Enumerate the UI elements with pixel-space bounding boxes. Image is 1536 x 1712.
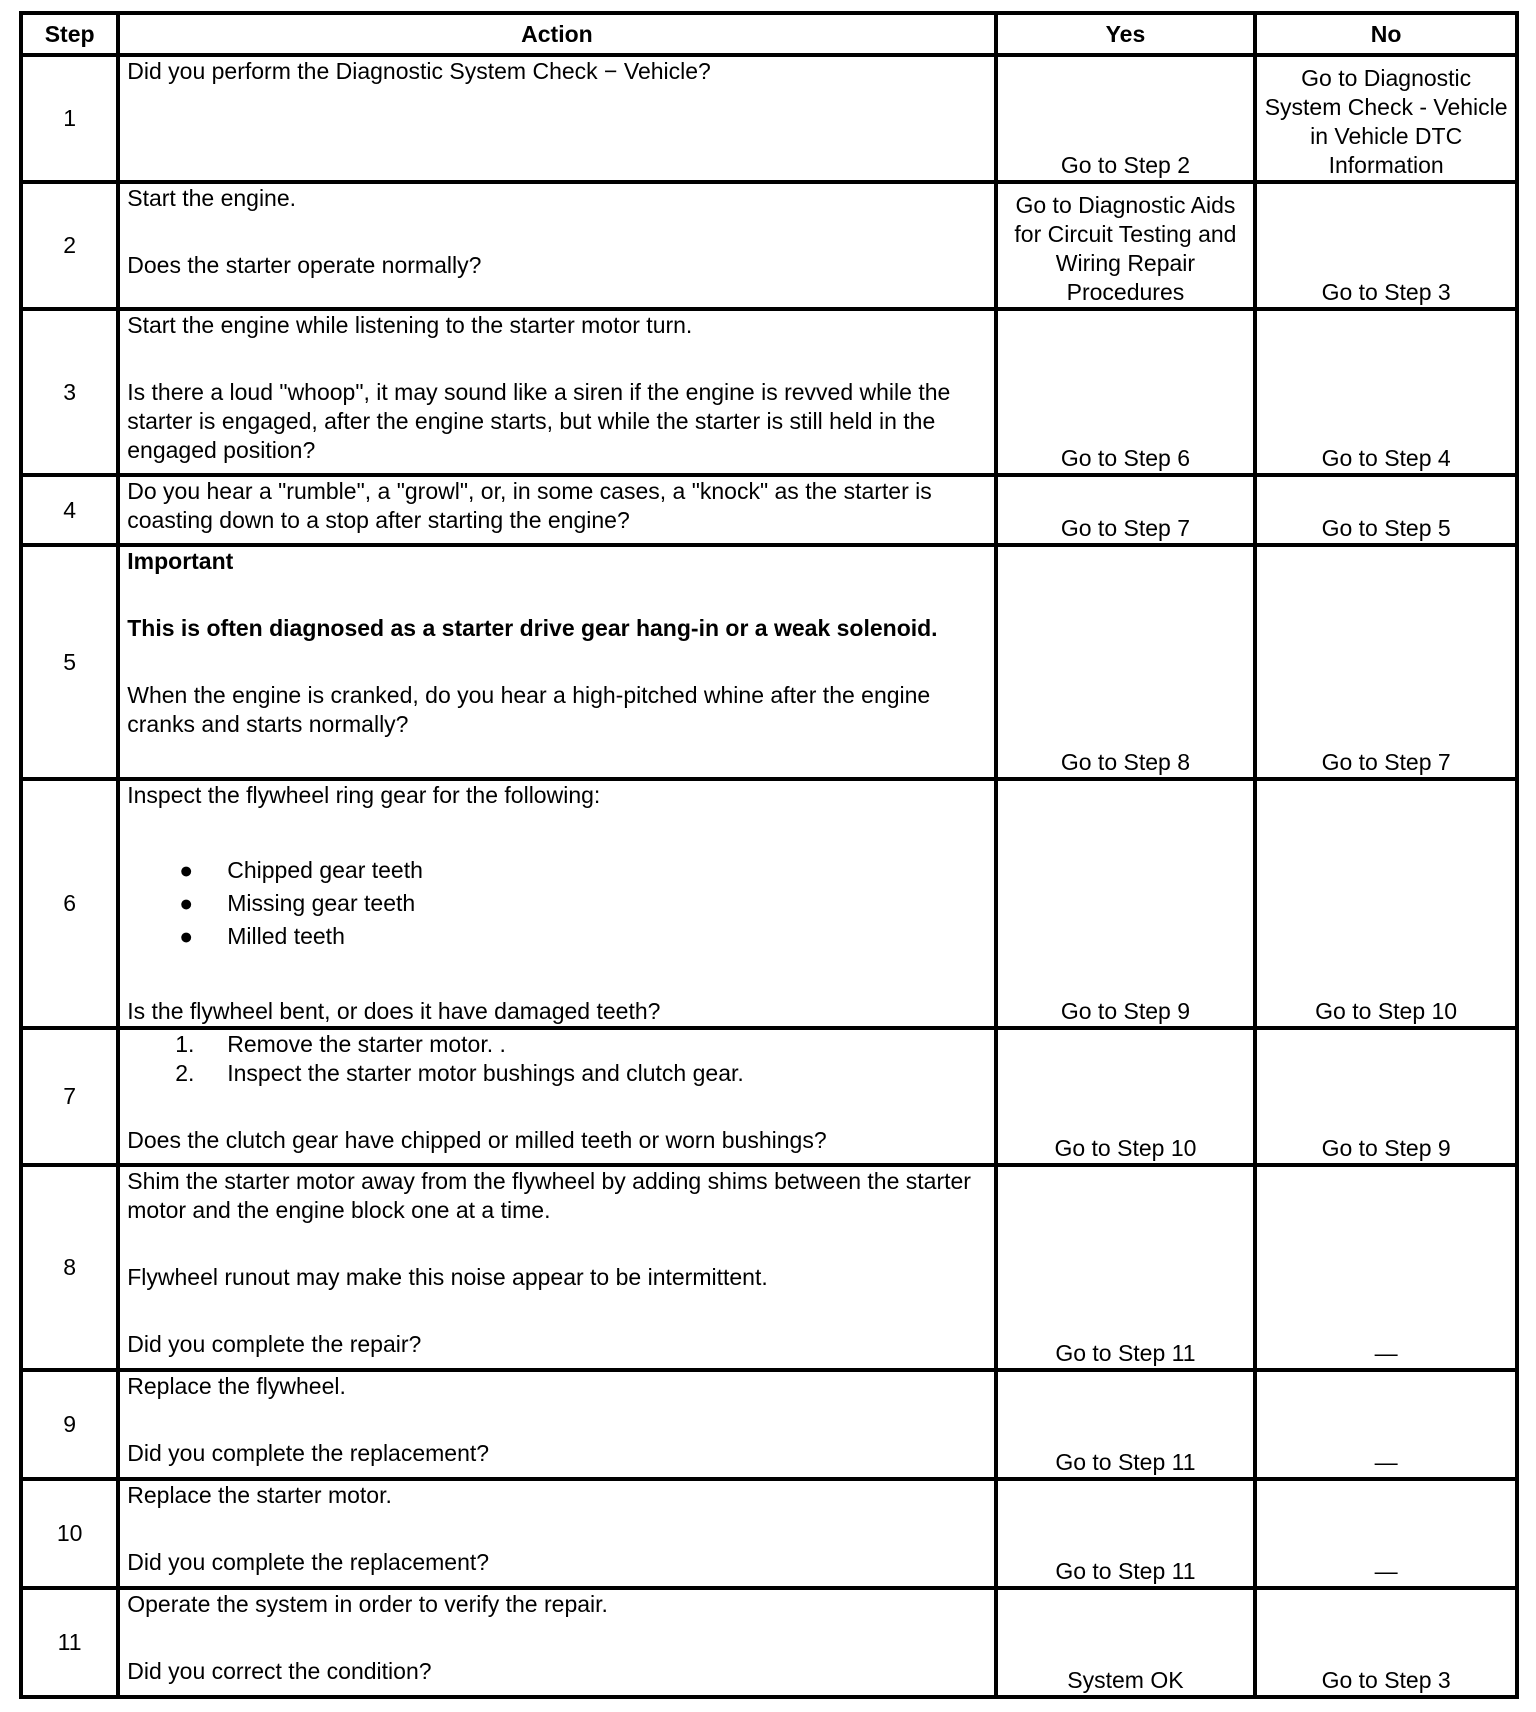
spacer xyxy=(127,213,986,251)
action-cell xyxy=(118,1588,995,1697)
action-question: Did you correct the condition? xyxy=(127,1658,432,1684)
spacer xyxy=(127,1088,986,1126)
yes-cell: Go to Step 8 xyxy=(996,545,1256,779)
action-text: Start the engine while listening to the starter motor turn. xyxy=(127,312,693,338)
list-item: 2. Inspect the starter motor bushings and clutch gear. xyxy=(175,1060,744,1086)
table-row xyxy=(21,779,1517,1028)
procedure-list xyxy=(127,1030,986,1088)
spacer xyxy=(127,1292,986,1330)
action-text: Operate the system in order to verify the repair. xyxy=(127,1591,608,1617)
action-cell xyxy=(118,309,995,475)
table-row xyxy=(21,1479,1517,1588)
no-cell: Go to Step 10 xyxy=(1255,779,1517,1028)
spacer xyxy=(127,1510,986,1548)
no-cell: — xyxy=(1255,1165,1517,1370)
yes-cell: Go to Step 9 xyxy=(996,779,1256,1028)
action-question: Does the clutch gear have chipped or milled teeth or worn bushings? xyxy=(127,1127,827,1153)
header-no: No xyxy=(1255,13,1517,55)
step-number: 7 xyxy=(21,1028,118,1165)
spacer xyxy=(127,1619,986,1657)
header-yes: Yes xyxy=(996,13,1256,55)
yes-cell: Go to Step 11 xyxy=(996,1165,1256,1370)
action-question: Does the starter operate normally? xyxy=(127,252,482,278)
table-row xyxy=(21,182,1517,309)
action-question: When the engine is cranked, do you hear a high-pitched whine after the engine cranks and starts normally? xyxy=(127,682,931,737)
action-question: Did you complete the replacement? xyxy=(127,1549,490,1575)
action-question: Did you complete the replacement? xyxy=(127,1440,490,1466)
yes-cell: Go to Step 6 xyxy=(996,309,1256,475)
action-cell xyxy=(118,1165,995,1370)
action-cell xyxy=(118,779,995,1028)
action-text: Start the engine. xyxy=(127,185,297,211)
spacer xyxy=(127,576,986,614)
list-item: 1. Remove the starter motor. . xyxy=(175,1031,506,1057)
spacer xyxy=(127,1225,986,1263)
bullet-icon: ● xyxy=(179,857,194,883)
table-row xyxy=(21,1028,1517,1165)
no-cell: Go to Diagnostic System Check - Vehicle in Vehicle DTC Information xyxy=(1255,55,1517,182)
yes-cell: Go to Diagnostic Aids for Circuit Testing and Wiring Repair Procedures xyxy=(996,182,1256,309)
step-number: 5 xyxy=(21,545,118,779)
list-item: ● Milled teeth xyxy=(127,920,986,953)
spacer xyxy=(127,810,986,854)
no-cell: Go to Step 5 xyxy=(1255,475,1517,545)
step-number: 2 xyxy=(21,182,118,309)
spacer xyxy=(127,643,986,681)
step-number: 9 xyxy=(21,1370,118,1479)
yes-cell: Go to Step 10 xyxy=(996,1028,1256,1165)
spacer xyxy=(127,1401,986,1439)
yes-cell: System OK xyxy=(996,1588,1256,1697)
step-number: 11 xyxy=(21,1588,118,1697)
table-header-row xyxy=(21,13,1517,55)
step-number: 3 xyxy=(21,309,118,475)
spacer xyxy=(127,340,986,378)
no-cell: Go to Step 7 xyxy=(1255,545,1517,779)
spacer xyxy=(127,953,986,997)
action-cell xyxy=(118,55,995,182)
action-cell xyxy=(118,545,995,779)
no-cell: Go to Step 3 xyxy=(1255,182,1517,309)
action-question: Do you hear a "rumble", a "growl", or, in some cases, a "knock" as the starter is coasting down to a stop after starting the engine? xyxy=(127,478,932,533)
header-step: Step xyxy=(21,13,118,55)
step-number: 1 xyxy=(21,55,118,182)
table-row xyxy=(21,1370,1517,1479)
header-action: Action xyxy=(118,13,995,55)
bullet-icon: ● xyxy=(179,890,194,916)
action-text: Inspect the flywheel ring gear for the following: xyxy=(127,782,601,808)
action-cell xyxy=(118,1479,995,1588)
important-note: This is often diagnosed as a starter drive gear hang-in or a weak solenoid. xyxy=(127,615,938,641)
yes-cell: Go to Step 11 xyxy=(996,1370,1256,1479)
table-row xyxy=(21,55,1517,182)
yes-cell: Go to Step 2 xyxy=(996,55,1256,182)
table-row xyxy=(21,545,1517,779)
action-cell xyxy=(118,182,995,309)
action-text: Did you perform the Diagnostic System Check − Vehicle? xyxy=(127,58,711,84)
action-question: Is the flywheel bent, or does it have damaged teeth? xyxy=(127,998,661,1024)
action-cell xyxy=(118,1028,995,1165)
yes-cell: Go to Step 11 xyxy=(996,1479,1256,1588)
no-cell: Go to Step 9 xyxy=(1255,1028,1517,1165)
diagnostic-table xyxy=(19,11,1519,1699)
action-cell xyxy=(118,475,995,545)
table-row xyxy=(21,1588,1517,1697)
action-note: Flywheel runout may make this noise appear to be intermittent. xyxy=(127,1264,768,1290)
action-text: Replace the flywheel. xyxy=(127,1373,346,1399)
step-number: 6 xyxy=(21,779,118,1028)
action-question: Is there a loud "whoop", it may sound like a siren if the engine is revved while the starter is engaged, after the engine starts, but while the starter is still held in the engaged position? xyxy=(127,379,951,463)
bullet-icon: ● xyxy=(179,923,194,949)
step-number: 4 xyxy=(21,475,118,545)
list-item: ● Missing gear teeth xyxy=(127,887,986,920)
list-item: ● Chipped gear teeth xyxy=(127,854,986,887)
inspection-list xyxy=(127,854,986,953)
action-text: Shim the starter motor away from the flywheel by adding shims between the starter motor and the engine block one at a time. xyxy=(127,1168,971,1223)
action-question: Did you complete the repair? xyxy=(127,1331,422,1357)
no-cell: Go to Step 4 xyxy=(1255,309,1517,475)
important-label: Important xyxy=(127,548,234,574)
table-row xyxy=(21,309,1517,475)
no-cell: — xyxy=(1255,1479,1517,1588)
table-row xyxy=(21,1165,1517,1370)
step-number: 10 xyxy=(21,1479,118,1588)
yes-cell: Go to Step 7 xyxy=(996,475,1256,545)
action-cell xyxy=(118,1370,995,1479)
action-text: Replace the starter motor. xyxy=(127,1482,392,1508)
step-number: 8 xyxy=(21,1165,118,1370)
no-cell: — xyxy=(1255,1370,1517,1479)
table-row xyxy=(21,475,1517,545)
no-cell: Go to Step 3 xyxy=(1255,1588,1517,1697)
